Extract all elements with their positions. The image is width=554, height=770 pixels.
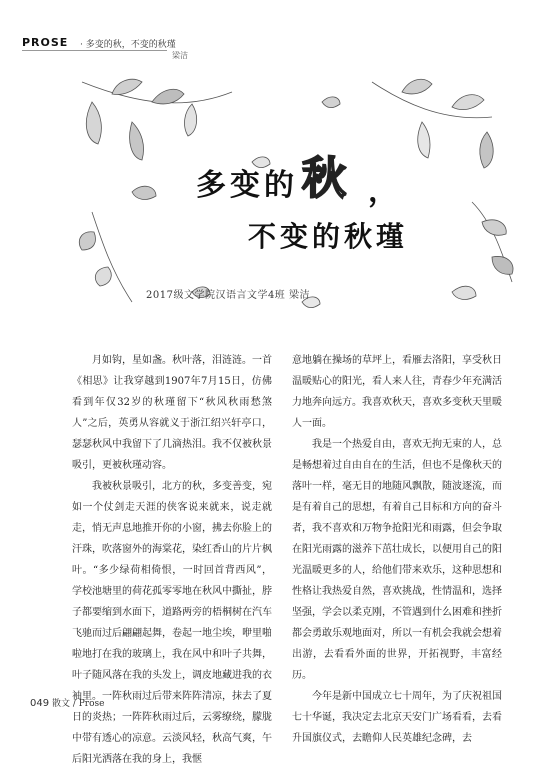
- section-label: PROSE: [22, 36, 69, 49]
- page-number: 049: [30, 698, 50, 709]
- running-header: [22, 36, 542, 60]
- running-title: · 多变的秋，不变的秋瑾: [80, 40, 176, 50]
- paragraph: 我是一个热爱自由，喜欢无拘无束的人，总是畅想着过自由自在的生活，但也不是像秋天的落叶一样，毫无目的地随风飘散，随波逐流，而是有着自己的思想，有着自己目标和方向的奋斗者，我不喜欢和万物争抢阳光和雨露，但会争取在阳光雨露的滋养下茁壮成长，以便用自己的阳光温暖更多的人，给他们带来欢乐，这种思想和性格让我热爱自然，喜欢挑战，性情温和，选择坚强，学会以柔克刚，不管遇到什么困难和挫折都会勇敢乐观地面对，所以一有机会我就会想着出游，去看看外面的世界，开拓视野，丰富经历。: [292, 439, 502, 681]
- title-comma: ，: [368, 174, 398, 209]
- author-byline: 2017级文学院汉语言文学4班 梁洁: [146, 290, 310, 301]
- title-line-2: 不变的秋瑾: [248, 220, 409, 253]
- paragraph: 月如钩，星如盏。秋叶落，泪涟涟。一首《相思》让我穿越到1907年7月15日，仿佛看到年仅32岁的秋瑾留下“秋风秋雨愁煞人”之后，英勇从容就义于浙江绍兴轩亭口，瑟瑟秋风中我留下了几滴热泪。我不仅被秋景吸引，更被秋瑾动容。: [72, 355, 272, 471]
- title-line-1: 多变的: [196, 168, 298, 203]
- paragraph: 我被秋景吸引，北方的秋，多变善变，宛如一个仗剑走天涯的侠客说来就来，说走就走，悄无声息地推开你的小窗，拂去你脸上的汗珠，吹落窗外的海棠花，染红香山的片片枫叶。“多少绿荷相倚恨，一时回首背西风”，学校池塘里的荷花孤零零地在秋风中撕扯，脖子都要缩到水面下，道路两旁的梧桐树在汽车飞驰而过后翩翩起舞，卷起一地尘埃，咿里啪啦地打在我的玻璃上，我在风中和叶子共舞，叶子随风落在我的头发上，调皮地藏进我的衣袖里。一阵秋雨过后带来阵阵清凉，抹去了夏日的炎热；一阵阵秋雨过后，云雾缭绕，朦胧中带有透心的凉意。云淡风轻，秋高气爽，午后阳光洒落在我的身上，我惬: [72, 481, 272, 765]
- right-column: [292, 350, 502, 749]
- page-footer: [30, 696, 104, 709]
- footer-section: 散文 / Prose: [51, 699, 105, 709]
- header-rule: [22, 50, 167, 51]
- paragraph: 意地躺在操场的草坪上，看雁去洛阳，享受秋日温暖贴心的阳光，看人来人往，青春少年充满活力地奔向远方。我喜欢秋天，喜欢多变秋天里暖人一面。: [292, 355, 502, 429]
- running-author: 梁洁: [172, 51, 188, 60]
- paragraph: 今年是新中国成立七十周年，为了庆祝祖国七十华诞，我决定去北京天安门广场看看，去看升国旗仪式，去瞻仰人民英雄纪念碑，去: [292, 691, 502, 744]
- title-autumn-character: 秋: [302, 153, 346, 204]
